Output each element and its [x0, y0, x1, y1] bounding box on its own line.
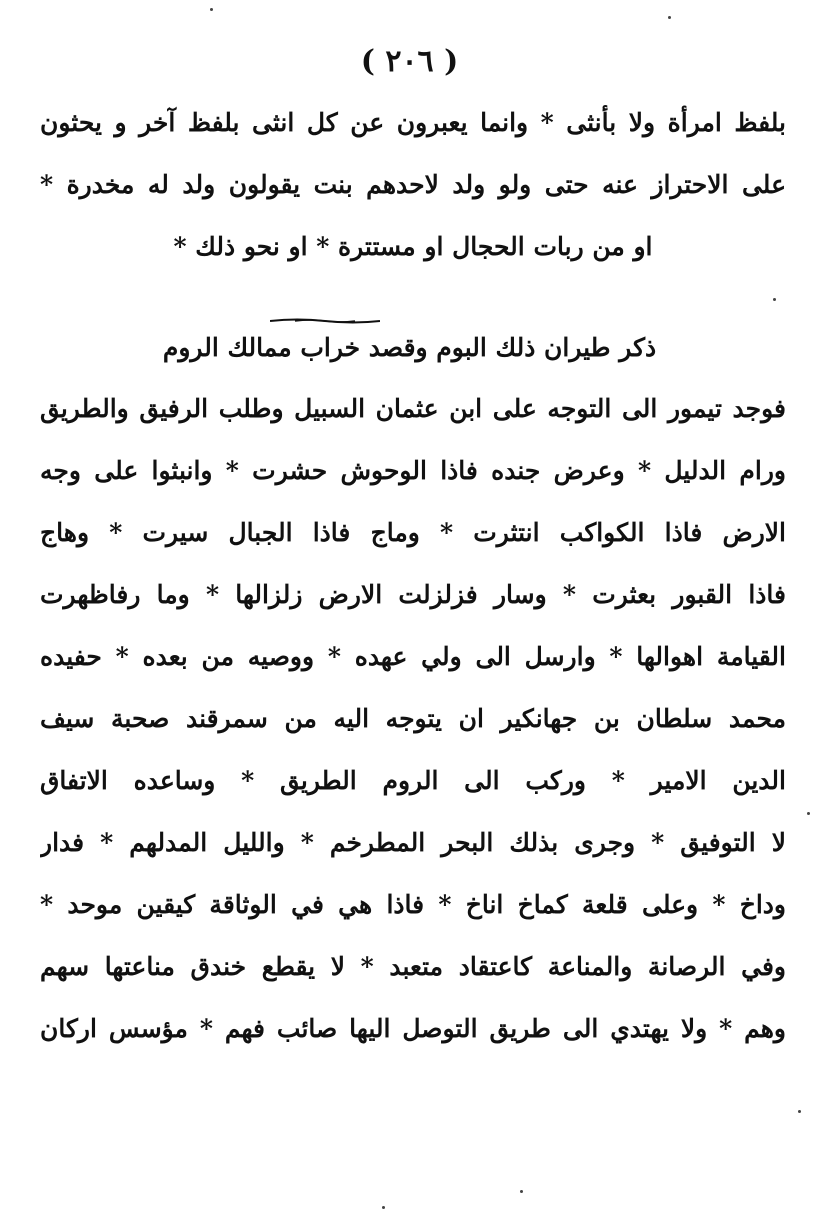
text-line: لا التوفيق * وجرى بذلك البحر المطرخم * والليل المدلهم * فدار [40, 828, 786, 857]
text-line: وهم * ولا يهتدي الى طريق التوصل اليها صائب فهم * مؤسس اركان [40, 1014, 786, 1043]
text-line: الارض فاذا الكواكب انتثرت * وماج فاذا الجبال سيرت * وهاج [40, 518, 786, 547]
text-line: وداخ * وعلى قلعة كماخ اناخ * فاذا هي في الوثاقة كيقين موحد * [40, 890, 786, 919]
text-line: القيامة اهوالها * وارسل الى ولي عهده * ووصيه من بعده * حفيده [40, 642, 786, 671]
text-line: الدين الامير * وركب الى الروم الطريق * وساعده الاتفاق [40, 766, 786, 795]
body-paragraph [40, 378, 786, 1060]
page-number: ( ٢٠٦ ) [360, 44, 459, 79]
text-line: على الاحتراز عنه حتى ولو ولد لاحدهم بنت يقولون ولد له مخدرة * [40, 170, 786, 199]
section-heading: ذكر طيران ذلك البوم وقصد خراب ممالك الروم [162, 333, 657, 362]
text-line: وفي الرصانة والمناعة كاعتقاد متعبد * لا يقطع خندق مناعتها سهم [40, 952, 786, 981]
text-line: او من ربات الحجال او مستترة * او نحو ذلك * [173, 232, 653, 261]
top-paragraph [40, 92, 786, 278]
text-line: محمد سلطان بن جهانكير ان يتوجه اليه من سمرقند صحبة سيف [40, 704, 786, 733]
text-line: فاذا القبور بعثرت * وسار فزلزلت الارض زلزالها * وما رفاظهرت [40, 580, 786, 609]
text-line: بلفظ امرأة ولا بأنثى * وانما يعبرون عن كل انثى بلفظ آخر و يحثون [40, 108, 786, 137]
text-line: ورام الدليل * وعرض جنده فاذا الوحوش حشرت * وانبثوا على وجه [40, 456, 786, 485]
text-line: فوجد تيمور الى التوجه على ابن عثمان السبيل وطلب الرفيق والطريق [40, 394, 786, 423]
